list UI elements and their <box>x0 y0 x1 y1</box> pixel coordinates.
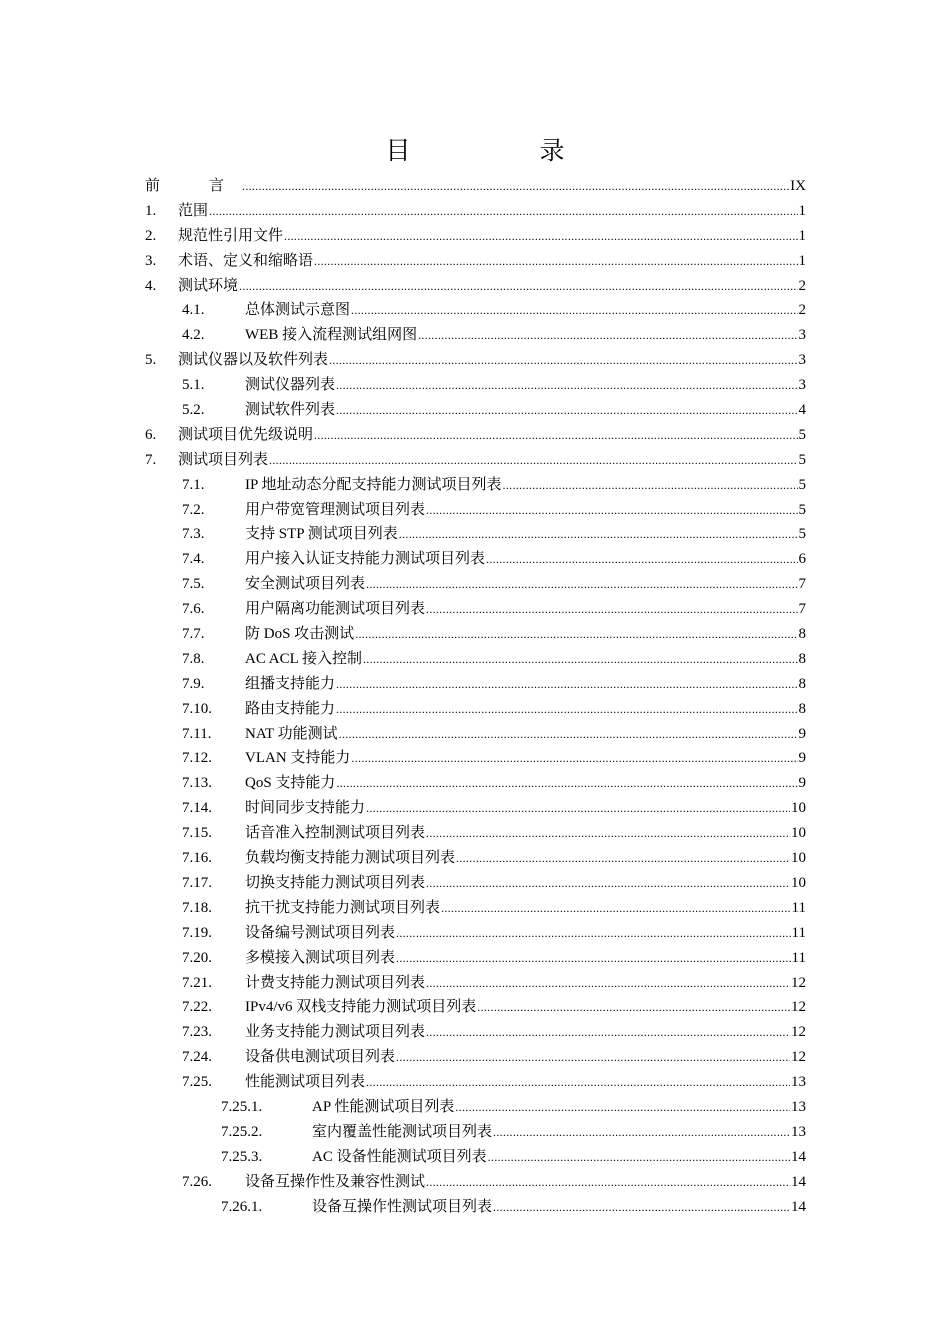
toc-entry-title: IP 地址动态分配支持能力测试项目列表 <box>245 476 502 493</box>
toc-entry-number: 7.12. <box>182 750 212 767</box>
toc-entry-page-number: 5 <box>798 501 806 518</box>
toc-entry-title: 计费支持能力测试项目列表 <box>245 974 426 991</box>
toc-entry-page-number: 3 <box>798 352 806 369</box>
toc-dot-leader <box>351 746 797 771</box>
toc-entry-title: 前 言 <box>145 178 242 194</box>
toc-dot-leader <box>366 572 797 597</box>
toc-entry[interactable] <box>145 597 806 622</box>
toc-entry-page-number: 13 <box>791 1074 806 1091</box>
toc-entry-page-number: 11 <box>791 949 806 966</box>
toc-entry-page-number: 6 <box>798 551 806 568</box>
toc-dot-leader <box>486 547 797 572</box>
toc-entry-title: 测试软件列表 <box>245 402 336 419</box>
toc-entry-number: 7.8. <box>182 650 205 667</box>
toc-entry[interactable] <box>145 1020 806 1045</box>
toc-entry-page-number: 5 <box>798 526 806 543</box>
toc-entry[interactable] <box>145 398 806 423</box>
toc-entry-number: 7.26.1. <box>221 1198 263 1215</box>
toc-dot-leader <box>396 921 791 946</box>
toc-dot-leader <box>269 448 797 473</box>
toc-entry-page-number: 4 <box>798 402 806 419</box>
toc-entry[interactable] <box>145 946 806 971</box>
toc-entry-title: 设备互操作性及兼容性测试 <box>245 1173 426 1190</box>
toc-entry-title: 用户接入认证支持能力测试项目列表 <box>245 551 486 568</box>
toc-entry-title: 性能测试项目列表 <box>245 1074 366 1091</box>
toc-entry[interactable] <box>145 971 806 996</box>
toc-entry-number: 7.25.3. <box>221 1148 263 1165</box>
toc-dot-leader <box>284 224 797 249</box>
toc-dot-leader <box>336 697 797 722</box>
toc-dot-leader <box>441 896 791 921</box>
toc-entry-page-number: IX <box>790 178 806 194</box>
toc-entry-title: 抗干扰支持能力测试项目列表 <box>245 899 441 916</box>
toc-entry-number: 2. <box>145 227 157 244</box>
toc-dot-leader <box>329 348 797 373</box>
toc-entry-page-number: 10 <box>791 800 806 817</box>
toc-entry[interactable] <box>145 1045 806 1070</box>
toc-entry-number: 7.25. <box>182 1074 212 1091</box>
toc-entry-title: 组播支持能力 <box>245 675 336 692</box>
toc-entry-title: 测试环境 <box>178 277 239 294</box>
toc-entry[interactable] <box>145 746 806 771</box>
toc-dot-leader <box>426 1020 790 1045</box>
toc-entry-number: 7.2. <box>182 501 205 518</box>
toc-entry-number: 7.19. <box>182 924 212 941</box>
toc-entry-number: 7.18. <box>182 899 212 916</box>
toc-entry-title: 路由支持能力 <box>245 700 336 717</box>
toc-entry[interactable] <box>145 722 806 747</box>
toc-entry-title: 防 DoS 攻击测试 <box>245 626 355 643</box>
toc-entry[interactable] <box>145 423 806 448</box>
toc-entry[interactable] <box>145 473 806 498</box>
toc-entry-number: 5. <box>145 352 157 369</box>
toc-dot-leader <box>493 1195 790 1220</box>
toc-entry-number: 7.9. <box>182 675 205 692</box>
toc-dot-leader <box>239 274 797 299</box>
toc-entry[interactable] <box>145 522 806 547</box>
toc-entry-title: 业务支持能力测试项目列表 <box>245 1024 426 1041</box>
toc-entry-page-number: 14 <box>791 1198 806 1215</box>
toc-entry-title: 设备编号测试项目列表 <box>245 924 396 941</box>
toc-entry-number: 7.11. <box>182 725 212 742</box>
toc-entry[interactable] <box>145 846 806 871</box>
toc-entry[interactable] <box>145 199 806 224</box>
toc-entry-title: 设备互操作性测试项目列表 <box>312 1198 493 1215</box>
toc-entry-page-number: 10 <box>791 874 806 891</box>
toc-entry-page-number: 1 <box>798 202 806 219</box>
toc-entry-title: 负载均衡支持能力测试项目列表 <box>245 850 456 867</box>
toc-dot-leader <box>426 498 797 523</box>
toc-entry-number: 7.15. <box>182 825 212 842</box>
toc-entry-page-number: 1 <box>798 252 806 269</box>
toc-dot-leader <box>399 522 798 547</box>
toc-entry-title: 测试仪器以及软件列表 <box>178 352 329 369</box>
toc-entry-number: 7.4. <box>182 551 205 568</box>
toc-entry-number: 7.22. <box>182 999 212 1016</box>
toc-entry-title: WEB 接入流程测试组网图 <box>245 327 418 344</box>
toc-entry-number: 7.3. <box>182 526 205 543</box>
toc-entry-number: 3. <box>145 252 157 269</box>
toc-entry-page-number: 2 <box>798 277 806 294</box>
toc-dot-leader <box>314 249 797 274</box>
toc-entry[interactable] <box>145 448 806 473</box>
toc-entry[interactable] <box>145 1195 806 1220</box>
toc-entry[interactable] <box>145 249 806 274</box>
toc-dot-leader <box>426 1170 790 1195</box>
toc-dot-leader <box>355 622 797 647</box>
toc-entry-number: 5.1. <box>182 377 205 394</box>
toc-entry[interactable] <box>145 871 806 896</box>
toc-entry[interactable] <box>145 647 806 672</box>
toc-entry-number: 7.17. <box>182 874 212 891</box>
toc-entry[interactable] <box>145 896 806 921</box>
toc-title: 目 录 <box>385 138 617 165</box>
toc-entry-page-number: 11 <box>791 899 806 916</box>
toc-entry-number: 7.21. <box>182 974 212 991</box>
toc-entry-number: 4.1. <box>182 302 205 319</box>
toc-entry-title: 规范性引用文件 <box>178 227 284 244</box>
toc-entry-page-number: 2 <box>798 302 806 319</box>
toc-dot-leader <box>336 398 797 423</box>
toc-entry-title: 测试仪器列表 <box>245 377 336 394</box>
toc-entry[interactable] <box>145 274 806 299</box>
toc-entry-title: QoS 支持能力 <box>245 775 336 792</box>
toc-entry-number: 4.2. <box>182 327 205 344</box>
toc-dot-leader <box>426 597 797 622</box>
toc-dot-leader <box>426 871 790 896</box>
toc-entry-number: 7.14. <box>182 800 212 817</box>
toc-entry-title: 设备供电测试项目列表 <box>245 1049 396 1066</box>
toc-entry-title: 多模接入测试项目列表 <box>245 949 396 966</box>
toc-entry-number: 7.7. <box>182 626 205 643</box>
toc-entry-title: 范围 <box>178 202 209 219</box>
toc-dot-leader <box>488 1145 790 1170</box>
toc-dot-leader <box>456 846 790 871</box>
toc-entry-page-number: 12 <box>791 974 806 991</box>
toc-dot-leader <box>209 199 797 224</box>
toc-entry-number: 7.13. <box>182 775 212 792</box>
toc-entry-number: 6. <box>145 426 157 443</box>
toc-entry-page-number: 12 <box>791 999 806 1016</box>
toc-entry-number: 7.6. <box>182 601 205 618</box>
toc-entry-page-number: 14 <box>791 1173 806 1190</box>
toc-dot-leader <box>242 174 789 199</box>
toc-entry-page-number: 13 <box>791 1098 806 1115</box>
toc-entry-page-number: 8 <box>798 650 806 667</box>
toc-entry-number: 7.25.2. <box>221 1123 263 1140</box>
toc-dot-leader <box>339 722 798 747</box>
toc-entry[interactable] <box>145 298 806 323</box>
toc-entry-title: NAT 功能测试 <box>245 725 338 742</box>
toc-dot-leader <box>363 647 798 672</box>
toc-entry-title: 话音准入控制测试项目列表 <box>245 825 426 842</box>
toc-entry-title: 术语、定义和缩略语 <box>178 252 314 269</box>
toc-dot-leader <box>314 423 797 448</box>
toc-entry[interactable] <box>145 1120 806 1145</box>
toc-entry-page-number: 7 <box>798 601 806 618</box>
toc-entry[interactable] <box>145 224 806 249</box>
toc-dot-leader <box>366 796 790 821</box>
toc-entry-number: 7.10. <box>182 700 212 717</box>
toc-entry-number: 7.5. <box>182 576 205 593</box>
toc-entry-title: 室内覆盖性能测试项目列表 <box>312 1123 493 1140</box>
toc-entry-page-number: 8 <box>798 700 806 717</box>
toc-dot-leader <box>455 1095 790 1120</box>
toc-entry-title: 总体测试示意图 <box>245 302 351 319</box>
toc-entry-page-number: 11 <box>791 924 806 941</box>
toc-dot-leader <box>493 1120 790 1145</box>
toc-entry-title: AC 设备性能测试项目列表 <box>312 1148 487 1165</box>
toc-entry-number: 7.1. <box>182 476 205 493</box>
toc-entry[interactable] <box>145 821 806 846</box>
toc-entry[interactable] <box>145 796 806 821</box>
toc-entry-page-number: 9 <box>798 775 806 792</box>
toc-list <box>145 174 806 1219</box>
toc-entry-page-number: 9 <box>798 750 806 767</box>
toc-dot-leader <box>336 672 797 697</box>
toc-entry[interactable] <box>145 373 806 398</box>
toc-entry-title: 测试项目优先级说明 <box>178 426 314 443</box>
toc-entry-page-number: 5 <box>798 451 806 468</box>
toc-entry-number: 1. <box>145 202 157 219</box>
toc-dot-leader <box>336 771 797 796</box>
toc-entry-title: AC ACL 接入控制 <box>245 650 362 667</box>
toc-entry[interactable] <box>145 771 806 796</box>
toc-entry[interactable] <box>145 672 806 697</box>
toc-entry[interactable] <box>145 1095 806 1120</box>
toc-entry-page-number: 12 <box>791 1024 806 1041</box>
toc-entry-title: 支持 STP 测试项目列表 <box>245 526 398 543</box>
toc-entry-title: IPv4/v6 双栈支持能力测试项目列表 <box>245 999 477 1016</box>
toc-entry-title: AP 性能测试项目列表 <box>312 1098 455 1115</box>
toc-entry-page-number: 8 <box>798 626 806 643</box>
toc-entry-page-number: 7 <box>798 576 806 593</box>
toc-dot-leader <box>396 1045 790 1070</box>
toc-entry-number: 7.23. <box>182 1024 212 1041</box>
toc-entry-page-number: 8 <box>798 675 806 692</box>
toc-entry-number: 7.25.1. <box>221 1098 263 1115</box>
toc-entry-number: 7.20. <box>182 949 212 966</box>
toc-dot-leader <box>336 373 797 398</box>
toc-entry-title: 时间同步支持能力 <box>245 800 366 817</box>
toc-entry[interactable] <box>145 1170 806 1195</box>
toc-dot-leader <box>477 995 790 1020</box>
toc-entry-page-number: 14 <box>791 1148 806 1165</box>
toc-entry[interactable] <box>145 1070 806 1095</box>
toc-entry-title: 安全测试项目列表 <box>245 576 366 593</box>
toc-entry-page-number: 10 <box>791 825 806 842</box>
toc-dot-leader <box>366 1070 790 1095</box>
toc-entry[interactable] <box>145 622 806 647</box>
toc-entry[interactable] <box>145 995 806 1020</box>
toc-entry[interactable] <box>145 348 806 373</box>
toc-entry[interactable] <box>145 572 806 597</box>
toc-entry-title: 用户隔离功能测试项目列表 <box>245 601 426 618</box>
toc-entry[interactable] <box>145 547 806 572</box>
toc-entry-page-number: 13 <box>791 1123 806 1140</box>
toc-entry-number: 7.26. <box>182 1173 212 1190</box>
toc-dot-leader <box>351 298 797 323</box>
toc-entry-title: VLAN 支持能力 <box>245 750 351 767</box>
toc-entry-number: 7.24. <box>182 1049 212 1066</box>
toc-entry-page-number: 1 <box>798 227 806 244</box>
toc-entry-title: 用户带宽管理测试项目列表 <box>245 501 426 518</box>
toc-entry-page-number: 5 <box>798 426 806 443</box>
toc-entry-page-number: 5 <box>798 476 806 493</box>
toc-dot-leader <box>426 821 790 846</box>
toc-entry[interactable] <box>145 323 806 348</box>
toc-entry[interactable] <box>145 697 806 722</box>
toc-entry-number: 7. <box>145 451 157 468</box>
toc-dot-leader <box>503 473 798 498</box>
toc-dot-leader <box>418 323 797 348</box>
toc-entry-page-number: 12 <box>791 1049 806 1066</box>
toc-entry-page-number: 10 <box>791 850 806 867</box>
toc-entry[interactable] <box>145 921 806 946</box>
toc-dot-leader <box>396 946 791 971</box>
toc-entry-title: 切换支持能力测试项目列表 <box>245 874 426 891</box>
toc-entry-page-number: 3 <box>798 327 806 344</box>
toc-dot-leader <box>426 971 790 996</box>
toc-entry-title: 测试项目列表 <box>178 451 269 468</box>
toc-entry-number: 7.16. <box>182 850 212 867</box>
toc-entry[interactable] <box>145 1145 806 1170</box>
toc-entry[interactable] <box>145 174 806 199</box>
toc-entry-page-number: 3 <box>798 377 806 394</box>
toc-entry-page-number: 9 <box>798 725 806 742</box>
toc-entry-number: 4. <box>145 277 157 294</box>
toc-entry[interactable] <box>145 498 806 523</box>
toc-entry-number: 5.2. <box>182 402 205 419</box>
